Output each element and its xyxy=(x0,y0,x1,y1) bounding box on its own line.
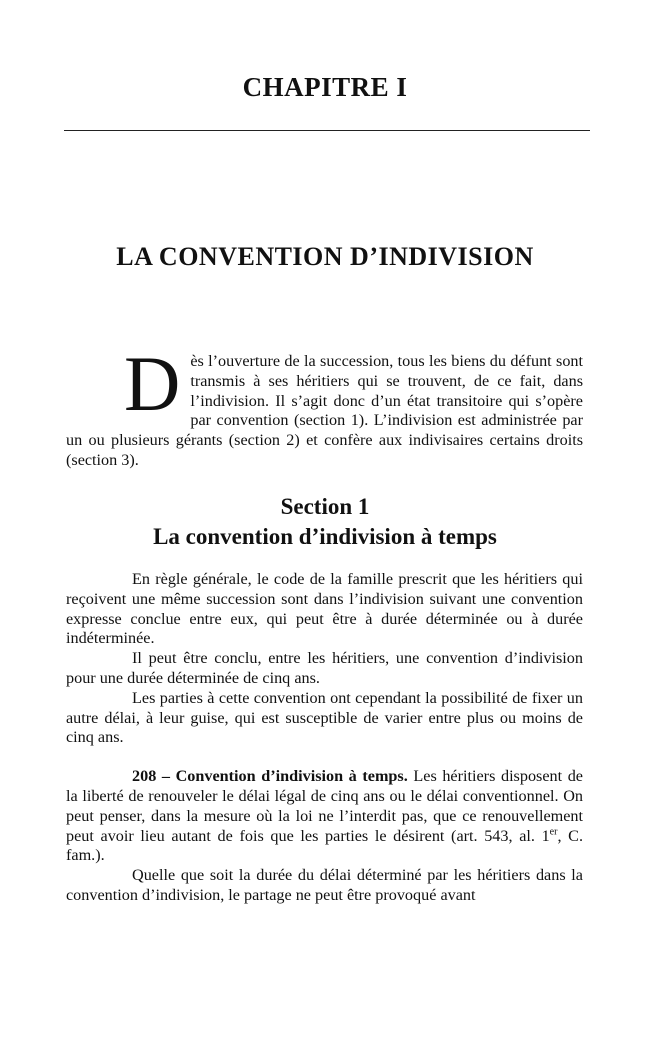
article-208-paragraph xyxy=(66,767,583,866)
article-208-sup: er xyxy=(549,826,558,838)
paragraph: Quelle que soit la durée du délai déterminé par les héritiers dans la convention d’indivision, le partage ne peut être provoqué avant xyxy=(66,866,583,904)
section-body xyxy=(66,570,583,906)
intro-paragraph xyxy=(66,340,583,471)
chapter-heading: CHAPITRE I xyxy=(242,72,408,102)
chapter-rule xyxy=(64,130,590,131)
drop-cap: D xyxy=(124,340,181,427)
chapter-title: LA CONVENTION D’INDIVISION xyxy=(116,242,534,271)
intro-text: ès l’ouverture de la succession, tous les biens du défunt sont transmis à ses héritiers qui se trouvent, de ce fait, dans l’indivision. Il s’agit donc d’un état transitoire qui s’opère par convention (section 1). L’indivision est administrée par un ou plusieurs gérants (section 2) et confère aux indivisaires certains droits (section 3). xyxy=(66,352,583,469)
article-208-text-b: , C. fam.). xyxy=(66,826,583,865)
article-208-text-a: Les héritiers disposent de la liberté de renouveler le délai légal de cinq ans ou le délai conventionnel. On peut penser, dans la mesure où la loi ne l’interdit pas, que ce renouvellement peut avoir lieu autant de fois que les parties le désirent (art. 543, al. 1 xyxy=(66,767,583,845)
paragraph: Il peut être conclu, entre les héritiers, une convention d’indivision pour une durée déterminée de cinq ans. xyxy=(66,649,583,687)
section-title: La convention d’indivision à temps xyxy=(153,524,497,549)
article-208-heading: 208 – Convention d’indivision à temps. xyxy=(132,767,408,786)
section-number: Section 1 xyxy=(280,494,370,519)
paragraph: Les parties à cette convention ont cependant la possibilité de fixer un autre délai, à leur guise, qui est susceptible de varier entre plus ou moins de cinq ans. xyxy=(66,688,583,747)
paragraph: En règle générale, le code de la famille prescrit que les héritiers qui reçoivent une même succession sont dans l’indivision suivant une convention expresse conclue entre eux, qui peut être à durée déterminée ou à durée indéterminée. xyxy=(66,570,583,648)
